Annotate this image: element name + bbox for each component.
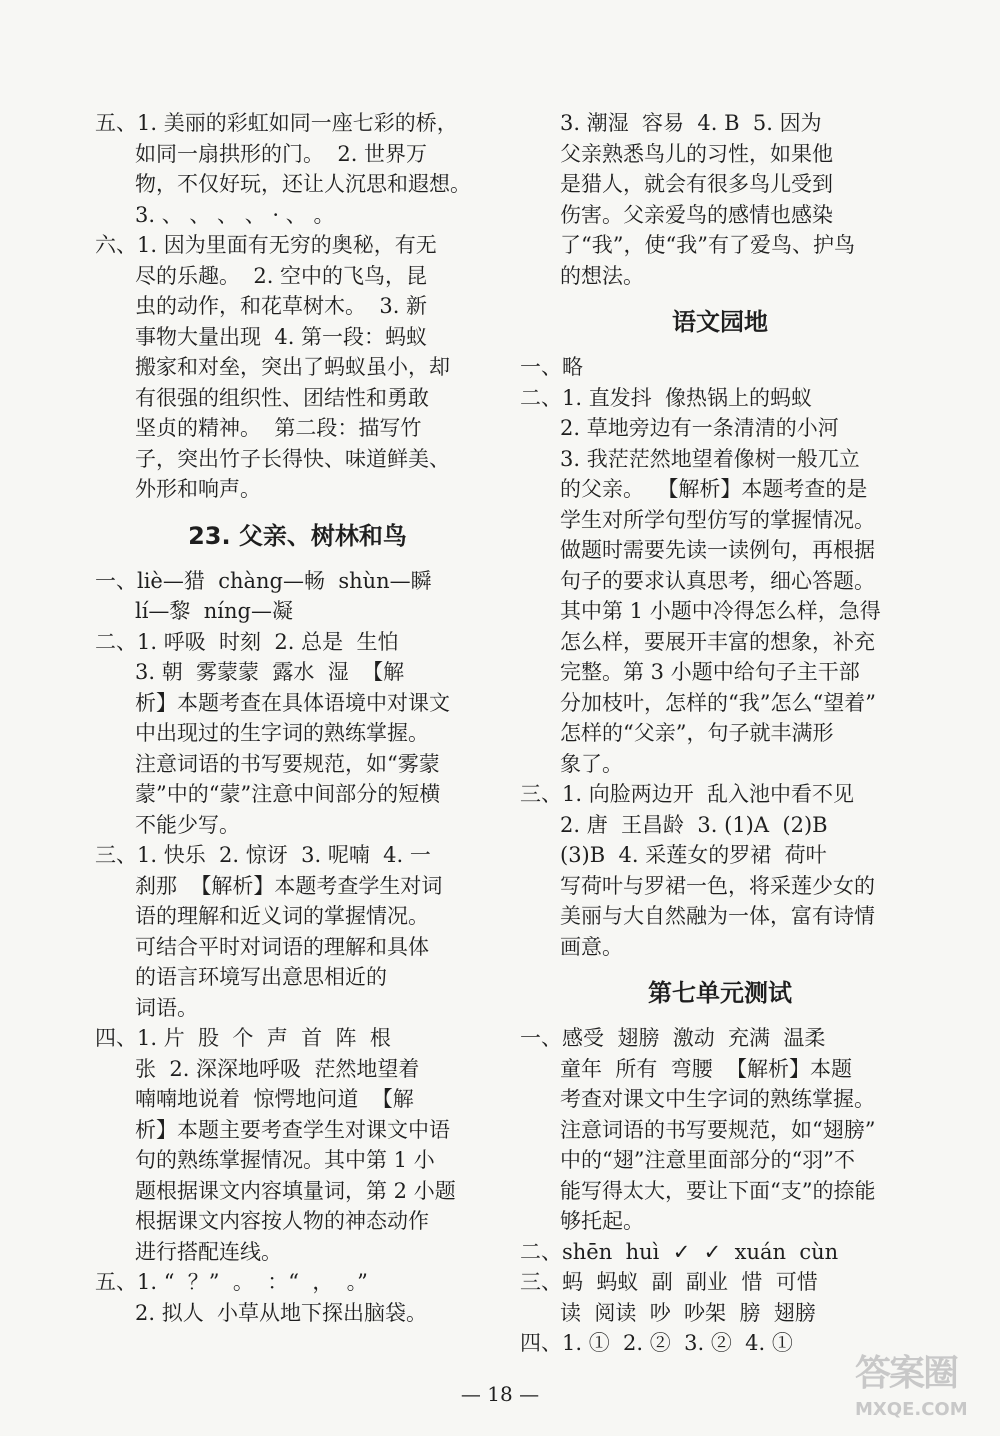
text-line: 做题时需要先读一读例句，再根据	[560, 538, 875, 562]
text-line: 注意词语的书写要规范，如“翅膀”	[560, 1117, 876, 1142]
text-line: 二、1. 呼吸 时刻 2. 总是 生怕	[95, 629, 399, 654]
text-line: 句的熟练掌握情况。其中第 1 小	[135, 1148, 435, 1172]
text-line: 完整。第 3 小题中给句子主干部	[560, 660, 860, 684]
text-line: 五、1. 美丽的彩虹如同一座七彩的桥，	[95, 111, 458, 135]
text-line: 中出现过的生字词的熟练掌握。	[135, 721, 429, 745]
text-line: 怎样的“父亲”，句子就丰满形	[560, 721, 834, 745]
text-line: 学生对所学句型仿写的掌握情况。	[560, 507, 875, 532]
text-line: 伤害。父亲爱鸟的感情也感染	[560, 202, 833, 227]
watermark-title: 答案圈	[855, 1353, 958, 1394]
text-line: 四、1. ① 2. ② 3. ② 4. ①	[520, 1331, 793, 1355]
text-line: 美丽与大自然融为一体，富有诗情	[560, 904, 875, 928]
text-line: 其中第 1 小题中冷得怎么样，急得	[560, 599, 881, 623]
text-line: 子，突出竹子长得快、味道鲜美、	[135, 446, 450, 471]
text-line: 六、1. 因为里面有无穷的奥秘，有无	[95, 233, 437, 257]
text-line: 词语。	[135, 995, 198, 1020]
text-line: 外形和响声。	[135, 477, 261, 501]
text-line: 可结合平时对词语的理解和具体	[135, 934, 429, 959]
text-line: 三、1. 快乐 2. 惊讶 3. 呢喃 4. 一	[95, 843, 431, 867]
section-heading: 语文园地	[672, 308, 768, 336]
text-line: lí—黎 níng—凝	[135, 599, 293, 623]
left-column	[95, 108, 500, 1328]
text-line: 坚贞的精神。 第二段：描写竹	[135, 416, 422, 440]
text-line: 五、1. “ ？” 。 ：“ ， 。”	[95, 1270, 368, 1294]
text-line: 怎么样，要展开丰富的想象，补充	[560, 629, 875, 654]
text-line: 写荷叶与罗裙一色，将采莲少女的	[560, 873, 875, 898]
text-line: 刹那 【解析】本题考查学生对词	[135, 873, 443, 898]
text-line: 注意词语的书写要规范，如“雾蒙	[135, 751, 440, 776]
text-line: 张 2. 深深地呼吸 茫然地望着	[135, 1056, 420, 1081]
text-line: 了“我”，使“我”有了爱鸟、护鸟	[560, 233, 855, 257]
text-line: 题根据课文内容填量词，第 2 小题	[135, 1178, 456, 1203]
text-line: 象了。	[560, 751, 623, 776]
text-line: 中的“翅”注意里面部分的“羽”不	[560, 1148, 855, 1172]
text-line: 有很强的组织性、团结性和勇敢	[135, 385, 429, 410]
section-heading: 第七单元测试	[648, 979, 792, 1007]
text-line: 够托起。	[560, 1209, 644, 1233]
text-line: 喃喃地说着 惊愕地问道 【解	[135, 1087, 414, 1111]
text-line: 3. 、 、 、 、 · 、 。	[135, 202, 335, 227]
text-line: 析】本题主要考查学生对课文中语	[135, 1117, 450, 1142]
text-line: 根据课文内容按人物的神态动作	[135, 1209, 429, 1233]
page-number: — 18 —	[460, 1382, 540, 1406]
text-line: 能写得太大，要让下面“支”的捺能	[560, 1178, 876, 1203]
text-line: 的语言环境写出意思相近的	[135, 965, 387, 989]
text-line: 的想法。	[560, 263, 644, 288]
text-line: 事物大量出现 4. 第一段：蚂蚁	[135, 324, 428, 349]
text-line: 三、蚂 蚂蚁 副 副业 惜 可惜	[520, 1270, 818, 1294]
text-line: 一、感受 翅膀 激动 充满 温柔	[520, 1026, 826, 1050]
text-line: 不能少写。	[135, 812, 240, 837]
text-line: 虫的动作，和花草树木。 3. 新	[135, 294, 428, 318]
right-column	[520, 108, 920, 1359]
text-line: 尽的乐趣。 2. 空中的飞鸟，昆	[135, 263, 428, 288]
text-line: 画意。	[560, 934, 623, 959]
text-line: 2. 拟人 小草从地下探出脑袋。	[135, 1300, 428, 1325]
text-line: 分加枝叶，怎样的“我”怎么“望着”	[560, 690, 876, 715]
watermark-logo	[855, 1350, 995, 1430]
text-line: 语的理解和近义词的掌握情况。	[135, 904, 429, 928]
text-line: 2. 草地旁边有一条清清的小河	[560, 416, 839, 440]
text-line: 析】本题考查在具体语境中对课文	[135, 690, 450, 715]
text-line: (3)B 4. 采莲女的罗裙 荷叶	[560, 843, 827, 867]
text-line: 句子的要求认真思考，细心答题。	[560, 568, 875, 593]
text-line: 童年 所有 弯腰 【解析】本题	[560, 1056, 853, 1081]
text-line: 物，不仅好玩，还让人沉思和遐想。	[135, 172, 471, 196]
text-line: 蒙”中的“蒙”注意中间部分的短横	[135, 782, 441, 806]
text-line: 一、略	[520, 355, 583, 379]
section-heading: 23. 父亲、树林和鸟	[188, 521, 407, 550]
text-line: 二、1. 直发抖 像热锅上的蚂蚁	[520, 385, 813, 410]
text-line: 父亲熟悉鸟儿的习性，如果他	[560, 141, 833, 166]
text-line: 考查对课文中生字词的熟练掌握。	[560, 1087, 875, 1111]
text-line: 四、1. 片 股 个 声 首 阵 根	[95, 1026, 391, 1050]
text-line: 3. 朝 雾蒙蒙 露水 湿 【解	[135, 660, 405, 684]
text-line: 3. 我茫茫然地望着像树一般兀立	[560, 446, 860, 471]
text-line: 二、shēn huì ✓ ✓ xuán cùn	[520, 1239, 839, 1264]
watermark-url: MXQE.COM	[855, 1399, 968, 1420]
text-line: 进行搭配连线。	[135, 1239, 282, 1264]
text-line: 3. 潮湿 容易 4. B 5. 因为	[560, 111, 822, 135]
text-line: 搬家和对垒，突出了蚂蚁虽小，却	[135, 355, 450, 379]
text-line: 三、1. 向脸两边开 乱入池中看不见	[520, 782, 855, 806]
text-line: 是猎人，就会有很多鸟儿受到	[560, 172, 833, 196]
text-line: 2. 唐 王昌龄 3. (1)A (2)B	[560, 812, 828, 837]
text-line: 一、liè—猎 chàng—畅 shùn—瞬	[95, 568, 432, 593]
text-line: 读 阅读 吵 吵架 膀 翅膀	[560, 1300, 816, 1325]
text-line: 的父亲。 【解析】本题考查的是	[560, 477, 868, 501]
text-line: 如同一扇拱形的门。 2. 世界万	[135, 141, 428, 166]
